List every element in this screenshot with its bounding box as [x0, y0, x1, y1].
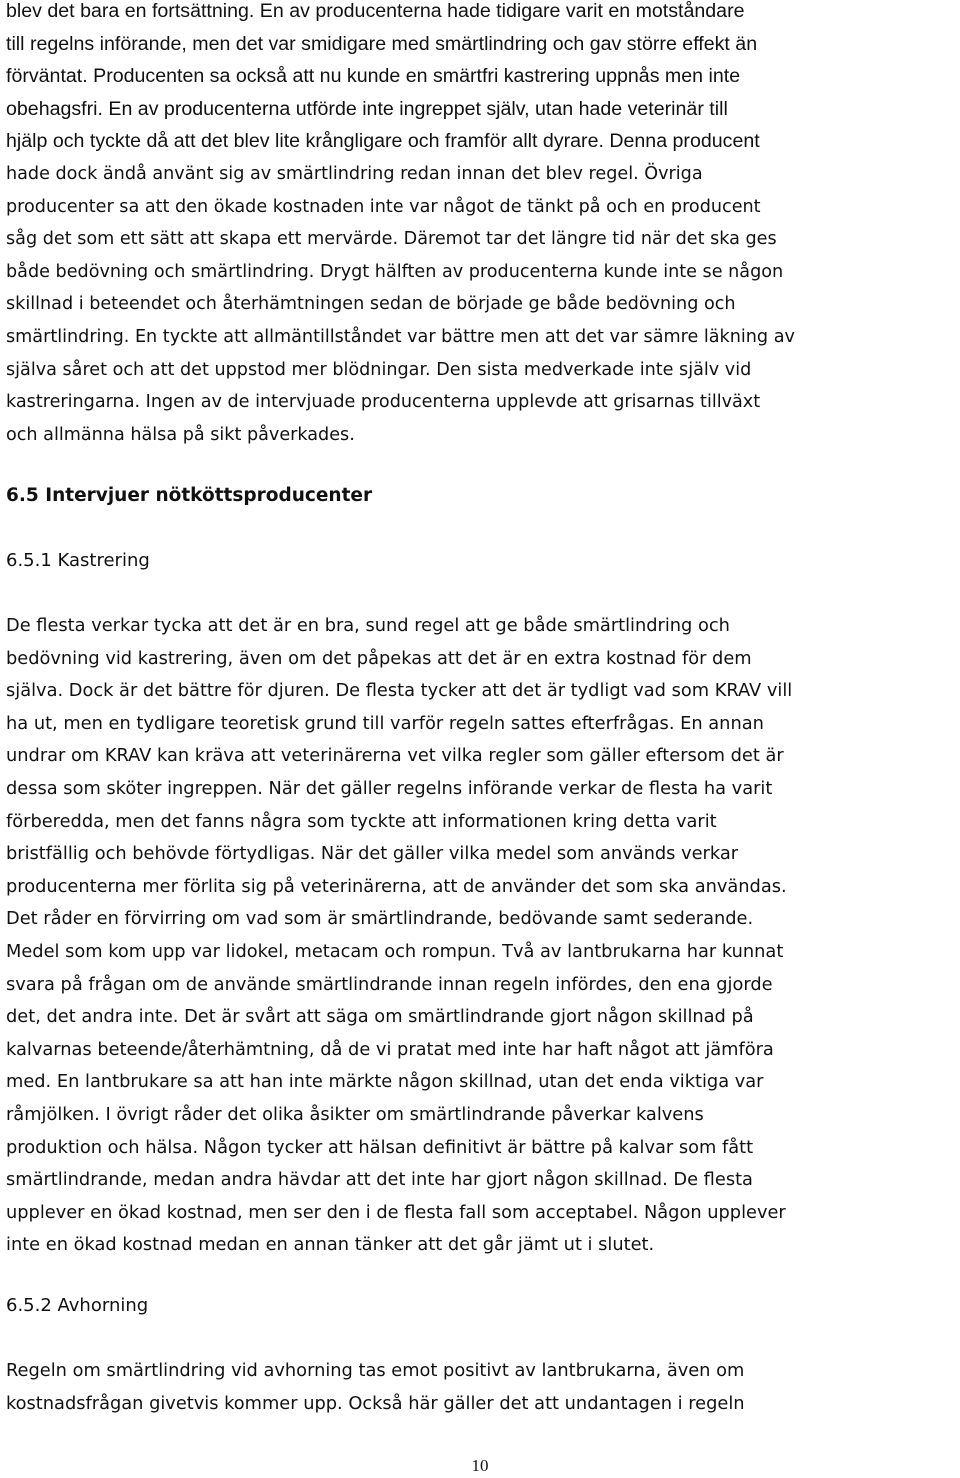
- text-line: förväntat. Producenten sa också att nu kunde en smärtfri kastrering uppnås men inte: [6, 65, 741, 88]
- text-line: Regeln om smärtlindring vid avhorning tas emot positivt av lantbrukarna, även om: [6, 1360, 745, 1381]
- text-line: skillnad i beteendet och återhämtningen sedan de började ge både bedövning och: [6, 294, 736, 315]
- text-line: inte en ökad kostnad medan en annan tänker att det går jämt ut i slutet.: [6, 1234, 655, 1256]
- text-line: Medel som kom upp var lidokel, metacam och rompun. Två av lantbrukarna har kunnat: [6, 940, 784, 962]
- text-line: själva såret och att det uppstod mer blödningar. Den sista medverkade inte själv vid: [6, 359, 752, 380]
- text-line: bristfällig och behövde förtydligas. När det gäller vilka medel som används verkar: [6, 843, 739, 865]
- text-line: producenterna mer förlita sig på veterinärerna, att de använder det som ska användas.: [6, 875, 787, 897]
- text-line: Det råder en förvirring om vad som är smärtlindrande, bedövande samt sederande.: [6, 908, 754, 930]
- paragraph-dehorning: [6, 1355, 745, 1420]
- text-line: upplever en ökad kostnad, men ser den i de flesta fall som acceptabel. Någon upplever: [6, 1201, 786, 1223]
- subsection-heading-6-5-1: 6.5.1 Kastrering: [6, 550, 150, 571]
- text-line: råmjölken. I övrigt råder det olika åsikter om smärtlindrande påverkar kalvens: [6, 1103, 704, 1125]
- paragraph-pig-castration-results: [6, 0, 795, 451]
- text-line: själva. Dock är det bättre för djuren. De flesta tycker att det är tydligt vad som KRAV vill: [6, 680, 793, 702]
- text-line: förberedda, men det fanns några som tyckte att informationen kring detta varit: [6, 810, 717, 832]
- text-line: smärtlindrande, medan andra hävdar att det inte har gjort någon skillnad. De flesta: [6, 1169, 753, 1191]
- text-line: hjälp och tyckte då att det blev lite krångligare och framför allt dyrare. Denna producent: [6, 130, 760, 153]
- text-line: med. En lantbrukare sa att han inte märkte någon skillnad, utan det enda viktiga var: [6, 1071, 764, 1093]
- text-line: kostnadsfrågan givetvis kommer upp. Också här gäller det att undantagen i regeln: [6, 1392, 745, 1414]
- text-line: hade dock ändå använt sig av smärtlindring redan innan det blev regel. Övriga: [6, 163, 703, 184]
- text-line: och allmänna hälsa på sikt påverkades.: [6, 424, 355, 445]
- text-line: smärtlindring. En tyckte att allmäntillståndet var bättre men att det var sämre läkning av: [6, 326, 795, 347]
- text-line: svara på frågan om de använde smärtlindrande innan regeln infördes, den ena gjorde: [6, 973, 773, 995]
- text-line: både bedövning och smärtlindring. Drygt hälften av producenterna kunde inte se någon: [6, 261, 784, 282]
- text-line: dessa som sköter ingreppen. När det gäller regelns införande verkar de flesta ha varit: [6, 777, 773, 799]
- paragraph-cattle-castration: [6, 610, 792, 1262]
- text-line: producenter sa att den ökade kostnaden inte var något de tänkt på och en producent: [6, 196, 761, 217]
- text-line: det, det andra inte. Det är svårt att säga om smärtlindrande gjort någon skillnad på: [6, 1006, 754, 1028]
- text-line: produktion och hälsa. Någon tycker att hälsan definitivt är bättre på kalvar som fått: [6, 1136, 754, 1158]
- text-line: kastreringarna. Ingen av de intervjuade producenterna upplevde att grisarnas tillväxt: [6, 392, 761, 413]
- text-line: bedövning vid kastrering, även om det påpekas att det är en extra kostnad för dem: [6, 647, 752, 669]
- text-line: till regelns införande, men det var smidigare med smärtlindring och gav större effekt än: [6, 32, 758, 55]
- text-line: undrar om KRAV kan kräva att veterinärerna vet vilka regler som gäller eftersom det är: [6, 745, 784, 767]
- text-line: obehagsfri. En av producenterna utförde inte ingreppet själv, utan hade veterinär till: [6, 97, 728, 120]
- text-line: blev det bara en fortsättning. En av producenterna hade tidigare varit en motståndare: [6, 0, 745, 22]
- section-heading-6-5: 6.5 Intervjuer nötköttsproducenter: [6, 485, 373, 506]
- subsection-heading-6-5-2: 6.5.2 Avhorning: [6, 1295, 149, 1316]
- text-line: såg det som ett sätt att skapa ett mervärde. Däremot tar det längre tid när det ska ges: [6, 229, 777, 250]
- text-line: kalvarnas beteende/återhämtning, då de vi pratat med inte har haft något att jämföra: [6, 1038, 774, 1060]
- text-line: De flesta verkar tycka att det är en bra, sund regel att ge både smärtlindring och: [6, 615, 730, 636]
- page-number: 10: [471, 1456, 489, 1475]
- text-line: ha ut, men en tydligare teoretisk grund till varför regeln sattes efterfrågas. En annan: [6, 712, 764, 734]
